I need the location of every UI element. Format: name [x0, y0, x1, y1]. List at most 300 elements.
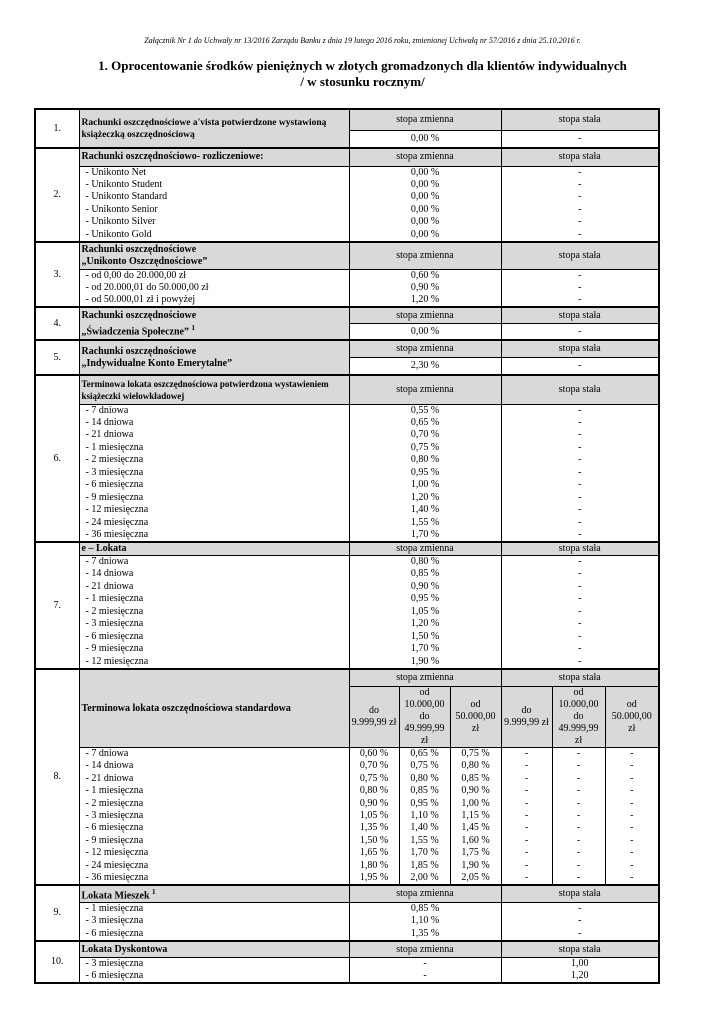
section-number: 8. — [35, 669, 79, 885]
rate-variable: 0,65 % — [349, 417, 501, 430]
rate-fixed: - — [501, 798, 552, 810]
rate-fixed: - — [578, 429, 582, 441]
rate-fixed: - — [578, 491, 582, 503]
rate-variable: 1,70 % — [349, 643, 501, 656]
section-number: 6. — [35, 375, 79, 542]
rate-fixed: - — [501, 822, 552, 834]
list-item: - 6 miesięczna — [79, 822, 349, 834]
rate-fixed: - — [501, 748, 552, 761]
table-row — [35, 375, 659, 404]
section-number: 10. — [35, 941, 79, 984]
table-row — [35, 872, 659, 885]
rate-variable: 0,90 % — [450, 785, 501, 797]
tier-fixed-header: od 10.000,00 do 49.999,99 zł — [552, 687, 605, 748]
table-row — [35, 847, 659, 859]
rate-variable: 0,00 % — [349, 204, 501, 217]
list-item: - 3 miesięczna — [79, 958, 349, 971]
rate-variable: 0,60 % — [349, 748, 399, 761]
list-item: - 12 miesięczna — [79, 656, 349, 669]
rate-variable: 1,90 % — [349, 656, 501, 669]
rate-variable: 0,90 % — [349, 282, 501, 294]
rate-fixed: - — [501, 785, 552, 797]
rate-fixed: - — [630, 797, 634, 809]
tier-fixed-header: do 9.999,99 zł — [501, 687, 552, 748]
list-item: - 7 dniowa — [79, 748, 349, 761]
stopa-zmienna-header: stopa zmienna — [349, 669, 501, 687]
table-row — [35, 669, 659, 687]
table-row — [35, 166, 659, 179]
list-item: - 1 miesięczna — [79, 903, 349, 916]
rate-fixed: - — [552, 760, 605, 772]
rate-fixed: - — [578, 529, 582, 541]
rate-variable: - — [349, 958, 501, 971]
rate-variable: 1,65 % — [349, 847, 399, 859]
table-row — [35, 479, 659, 492]
table-row — [35, 282, 659, 294]
section-title-line — [82, 358, 347, 370]
rate-fixed: - — [501, 773, 552, 785]
list-item: - 9 miesięczna — [79, 492, 349, 505]
rate-fixed: - — [578, 903, 582, 915]
rate-variable: - — [349, 970, 501, 983]
section-number: 5. — [35, 340, 79, 375]
list-item: - 2 miesięczna — [79, 798, 349, 810]
rate-fixed: - — [578, 516, 582, 528]
table-row — [35, 822, 659, 834]
list-item: - Unikonto Standard — [79, 191, 349, 204]
rate-fixed: - — [552, 773, 605, 785]
stopa-zmienna-header: stopa zmienna — [349, 242, 501, 270]
stopa-stala-header: stopa stała — [501, 941, 659, 958]
table-row — [35, 748, 659, 761]
rate-variable: 1,20 % — [349, 294, 501, 307]
rate-variable: 0,80 % — [349, 785, 399, 797]
table-row — [35, 229, 659, 242]
table-row — [35, 467, 659, 480]
rate-variable: 1,10 % — [399, 810, 450, 822]
rate-variable: 1,55 % — [399, 835, 450, 847]
rate-fixed: - — [578, 915, 582, 927]
table-row — [35, 928, 659, 941]
rate-variable: 1,50 % — [349, 631, 501, 644]
list-item: - 21 dniowa — [79, 429, 349, 442]
rate-variable: 1,70 % — [399, 847, 450, 859]
rate-variable: 1,95 % — [349, 872, 399, 885]
rate-fixed: - — [578, 404, 582, 416]
stopa-stala-header: stopa stała — [501, 885, 659, 903]
rate-fixed: - — [578, 228, 582, 240]
rate-variable: 1,50 % — [349, 835, 399, 847]
rate-fixed: - — [552, 748, 605, 761]
page-title — [40, 58, 685, 90]
rate-fixed: - — [578, 454, 582, 466]
rate-variable: 1,05 % — [349, 606, 501, 619]
rate-variable: 0,00 % — [349, 130, 501, 148]
section-title — [79, 542, 349, 556]
rate-fixed: - — [630, 834, 634, 846]
rate-variable: 1,55 % — [349, 517, 501, 530]
rate-fixed: - — [501, 847, 552, 859]
section-number: 3. — [35, 242, 79, 308]
rate-variable: 1,40 % — [399, 822, 450, 834]
stopa-stala-header: stopa stała — [501, 242, 659, 270]
section-number: 1. — [35, 109, 79, 148]
table-row — [35, 542, 659, 556]
table-row — [35, 216, 659, 229]
table-row — [35, 958, 659, 971]
rate-variable: 1,70 % — [349, 529, 501, 542]
rate-variable: 1,00 % — [349, 479, 501, 492]
table-row — [35, 581, 659, 594]
rate-fixed: 1,20 — [571, 970, 589, 982]
list-item: - 1 miesięczna — [79, 593, 349, 606]
rate-fixed: - — [578, 282, 582, 294]
rate-fixed: - — [578, 556, 582, 568]
rate-fixed: - — [630, 810, 634, 822]
section-number: 7. — [35, 542, 79, 669]
table-row — [35, 656, 659, 669]
rate-variable: 1,00 % — [450, 798, 501, 810]
list-item: - 1 miesięczna — [79, 785, 349, 797]
table-row — [35, 179, 659, 192]
rate-fixed: - — [501, 760, 552, 772]
rate-variable: 0,85 % — [399, 785, 450, 797]
rate-fixed: - — [578, 568, 582, 580]
stopa-zmienna-header: stopa zmienna — [349, 109, 501, 130]
section-title-text: Rachunki oszczędnościowo- rozliczeniowe: — [81, 151, 264, 163]
table-row — [35, 941, 659, 958]
tier-fixed-header: od 50.000,00 zł — [605, 687, 659, 748]
section-title — [79, 885, 349, 903]
title-line-1: 1. Oprocentowanie środków pieniężnych w złotych gromadzonych dla klientów indywidualnych — [98, 58, 627, 73]
table-row — [35, 773, 659, 785]
list-item: - Unikonto Student — [79, 179, 349, 192]
table-row — [35, 885, 659, 903]
rate-fixed: - — [578, 593, 582, 605]
rate-variable: 0,00 % — [349, 216, 501, 229]
list-item: - 7 dniowa — [79, 556, 349, 569]
list-item: - 24 miesięczna — [79, 517, 349, 530]
list-item: - 6 miesięczna — [79, 479, 349, 492]
rate-variable: 0,85 % — [349, 903, 501, 916]
rate-variable: 1,60 % — [450, 835, 501, 847]
rate-fixed: - — [578, 643, 582, 655]
rate-fixed: - — [630, 760, 634, 772]
rate-fixed: - — [578, 504, 582, 516]
list-item: - Unikonto Net — [79, 166, 349, 179]
list-item: - od 50.000,01 zł i powyżej — [79, 294, 349, 307]
section-title — [79, 340, 349, 375]
tier-variable-header: od 10.000,00 do 49.999,99 zł — [399, 687, 450, 748]
list-item: - 3 miesięczna — [79, 915, 349, 928]
footnote-marker: 1 — [152, 887, 156, 896]
section-title — [79, 242, 349, 270]
rate-fixed: - — [501, 860, 552, 872]
stopa-zmienna-header: stopa zmienna — [349, 340, 501, 357]
list-item: - 24 miesięczna — [79, 860, 349, 872]
list-item: - 6 miesięczna — [79, 928, 349, 941]
list-item: - 36 miesięczna — [79, 872, 349, 885]
rate-variable: 0,90 % — [349, 798, 399, 810]
section-title-line: Rachunki oszczędnościowe — [81, 309, 197, 321]
rate-fixed: - — [501, 835, 552, 847]
section-number: 9. — [35, 885, 79, 941]
table-row — [35, 204, 659, 217]
list-item: - 21 dniowa — [79, 581, 349, 594]
table-row — [35, 454, 659, 467]
rate-fixed: - — [578, 927, 582, 939]
list-item: - 9 miesięczna — [79, 643, 349, 656]
rate-variable: 1,15 % — [450, 810, 501, 822]
section-title — [79, 307, 349, 340]
table-row — [35, 606, 659, 619]
table-row — [35, 242, 659, 270]
stopa-zmienna-header: stopa zmienna — [349, 307, 501, 323]
header-note: Załącznik Nr 1 do Uchwały nr 13/2016 Zarządu Banku z dnia 19 lutego 2016 roku, zmienionej Uchwałą nr 57/2016 z dnia 25.10.2016 r. — [144, 36, 581, 45]
rate-fixed: - — [552, 835, 605, 847]
list-item: - 9 miesięczna — [79, 835, 349, 847]
rate-fixed: - — [578, 618, 582, 630]
table-row — [35, 631, 659, 644]
list-item: - 36 miesięczna — [79, 529, 349, 542]
rate-variable: 1,35 % — [349, 822, 399, 834]
section-title — [79, 941, 349, 958]
rate-fixed: - — [578, 441, 582, 453]
stopa-zmienna-header: stopa zmienna — [349, 375, 501, 404]
rate-fixed: - — [501, 872, 552, 885]
table-row — [35, 860, 659, 872]
rate-fixed: - — [552, 785, 605, 797]
list-item: - 2 miesięczna — [79, 606, 349, 619]
table-row — [35, 492, 659, 505]
section-title — [79, 148, 349, 166]
rate-variable: 1,75 % — [450, 847, 501, 859]
list-item: - 6 miesięczna — [79, 631, 349, 644]
rate-variable: 0,85 % — [349, 568, 501, 581]
rate-fixed: - — [578, 166, 582, 178]
table-row — [35, 417, 659, 430]
rate-variable: 2,30 % — [349, 357, 501, 375]
stopa-zmienna-header: stopa zmienna — [349, 941, 501, 958]
rate-variable: 0,00 % — [349, 191, 501, 204]
table-row — [35, 568, 659, 581]
table-row — [35, 504, 659, 517]
list-item: - Unikonto Senior — [79, 204, 349, 217]
list-item: - 1 miesięczna — [79, 442, 349, 455]
rate-fixed: - — [552, 860, 605, 872]
list-item: - 12 miesięczna — [79, 504, 349, 517]
rate-fixed: - — [552, 872, 605, 885]
table-row — [35, 270, 659, 283]
rate-variable: 1,85 % — [399, 860, 450, 872]
table-row — [35, 835, 659, 847]
section-title-line: „Unikonto Oszczędnościowe” — [81, 256, 208, 268]
rate-fixed: - — [552, 847, 605, 859]
rate-variable: 1,35 % — [349, 928, 501, 941]
rate-variable: 0,95 % — [399, 798, 450, 810]
list-item: - 6 miesięczna — [79, 970, 349, 983]
section-title — [79, 375, 349, 404]
section-number: 4. — [35, 307, 79, 340]
rate-fixed: - — [578, 416, 582, 428]
rate-fixed: - — [552, 810, 605, 822]
list-item: - 21 dniowa — [79, 773, 349, 785]
rate-fixed: - — [630, 748, 634, 760]
rate-fixed: - — [552, 798, 605, 810]
stopa-stala-header: stopa stała — [501, 542, 659, 556]
list-item: - 12 miesięczna — [79, 847, 349, 859]
section-title-text: Terminowa lokata oszczędnościowa potwierdzona wystawieniem książeczki wielowkładowej — [81, 379, 329, 402]
table-row — [35, 529, 659, 542]
interest-rate-table — [34, 108, 660, 984]
section-title-text: Lokata Dyskontowa — [81, 943, 168, 955]
rate-fixed: - — [578, 479, 582, 491]
stopa-stala-header: stopa stała — [501, 375, 659, 404]
rate-variable: 2,05 % — [450, 872, 501, 885]
list-item: - od 20.000,01 do 50.000,00 zł — [79, 282, 349, 294]
table-row — [35, 517, 659, 530]
rate-fixed: - — [578, 132, 582, 144]
rate-variable: 0,90 % — [349, 581, 501, 594]
rate-variable: 0,55 % — [349, 404, 501, 417]
rate-fixed: - — [501, 810, 552, 822]
rate-variable: 0,75 % — [349, 442, 501, 455]
section-title-text: „Świadczenia Społeczne” — [81, 326, 189, 338]
tier-variable-header: do 9.999,99 zł — [349, 687, 399, 748]
rate-variable: 0,75 % — [399, 760, 450, 772]
table-row — [35, 307, 659, 323]
rate-fixed: - — [578, 191, 582, 203]
rate-variable: 1,05 % — [349, 810, 399, 822]
rate-variable: 0,70 % — [349, 760, 399, 772]
stopa-stala-header: stopa stała — [501, 148, 659, 166]
rate-variable: 0,95 % — [349, 467, 501, 480]
stopa-zmienna-header: stopa zmienna — [349, 542, 501, 556]
list-item: - 7 dniowa — [79, 404, 349, 417]
rate-variable: 1,40 % — [349, 504, 501, 517]
title-line-2: / w stosunku rocznym/ — [300, 74, 425, 89]
rate-variable: 0,80 % — [399, 773, 450, 785]
table-row — [35, 404, 659, 417]
rate-fixed: - — [578, 605, 582, 617]
rate-fixed: - — [630, 785, 634, 797]
rate-fixed: - — [578, 580, 582, 592]
table-row — [35, 798, 659, 810]
rate-variable: 1,20 % — [349, 618, 501, 631]
rate-fixed: 1,00 — [571, 958, 589, 970]
rate-fixed: - — [578, 360, 582, 372]
table-row — [35, 643, 659, 656]
rate-variable: 0,80 % — [450, 760, 501, 772]
table-row — [35, 618, 659, 631]
section-title-text: Lokata Mieszek — [81, 890, 150, 902]
rate-fixed: - — [578, 325, 582, 337]
table-row — [35, 903, 659, 916]
section-title: Rachunki oszczędnościowe a'vista potwierdzone wystawioną książeczką oszczędnościową — [79, 109, 349, 148]
rate-variable: 0,00 % — [349, 229, 501, 242]
table-row — [35, 593, 659, 606]
section-title: Terminowa lokata oszczędnościowa standardowa — [79, 669, 349, 748]
list-item: - 2 miesięczna — [79, 454, 349, 467]
rate-fixed: - — [578, 178, 582, 190]
list-item: - 3 miesięczna — [79, 618, 349, 631]
section-number: 2. — [35, 148, 79, 242]
rate-fixed: - — [578, 294, 582, 306]
table-row — [35, 429, 659, 442]
rate-variable: 0,00 % — [349, 166, 501, 179]
rate-variable: 0,00 % — [349, 323, 501, 340]
section-title-text: e – Lokata — [81, 543, 127, 555]
table-row — [35, 785, 659, 797]
stopa-stala-header: stopa stała — [501, 669, 659, 687]
rate-fixed: - — [630, 772, 634, 784]
rate-fixed: - — [578, 466, 582, 478]
rate-fixed: - — [630, 859, 634, 871]
rate-variable: 0,85 % — [450, 773, 501, 785]
stopa-stala-header: stopa stała — [501, 109, 659, 130]
rate-fixed: - — [578, 203, 582, 215]
rate-variable: 1,80 % — [349, 860, 399, 872]
stopa-stala-header: stopa stała — [501, 340, 659, 357]
rate-variable: 0,70 % — [349, 429, 501, 442]
rate-fixed: - — [578, 655, 582, 667]
rate-fixed: - — [630, 871, 634, 883]
list-item: - 14 dniowa — [79, 760, 349, 772]
tier-variable-header: od 50.000,00 zł — [450, 687, 501, 748]
rate-variable: 0,75 % — [349, 773, 399, 785]
rate-fixed: - — [630, 822, 634, 834]
section-title-line — [82, 322, 347, 338]
footnote-marker: 1 — [191, 323, 195, 332]
list-item: - 3 miesięczna — [79, 467, 349, 480]
list-item: - 14 dniowa — [79, 568, 349, 581]
rate-variable: 2,00 % — [399, 872, 450, 885]
table-row — [35, 810, 659, 822]
rate-variable: 1,45 % — [450, 822, 501, 834]
stopa-zmienna-header: stopa zmienna — [349, 148, 501, 166]
table-row — [35, 442, 659, 455]
rate-variable: 0,65 % — [399, 748, 450, 761]
rate-variable: 1,10 % — [349, 915, 501, 928]
list-item: - Unikonto Silver — [79, 216, 349, 229]
table-row — [35, 556, 659, 569]
rate-fixed: - — [552, 822, 605, 834]
section-title-line: Rachunki oszczędnościowe — [81, 244, 197, 256]
list-item: - 3 miesięczna — [79, 810, 349, 822]
section-title-text: „Indywidualne Konto Emerytalne” — [81, 357, 233, 369]
rate-variable: 0,60 % — [349, 270, 501, 283]
table-row — [35, 294, 659, 307]
table-row — [35, 760, 659, 772]
table-row — [35, 109, 659, 130]
rate-variable: 0,80 % — [349, 556, 501, 569]
table-row — [35, 191, 659, 204]
rate-fixed: - — [578, 270, 582, 282]
rate-variable: 1,20 % — [349, 492, 501, 505]
section-title-line: Rachunki oszczędnościowe — [81, 345, 197, 357]
stopa-zmienna-header: stopa zmienna — [349, 885, 501, 903]
rate-fixed: - — [578, 216, 582, 228]
rate-variable: 0,75 % — [450, 748, 501, 761]
list-item: - Unikonto Gold — [79, 229, 349, 242]
table-row — [35, 915, 659, 928]
table-row — [35, 148, 659, 166]
stopa-stala-header: stopa stała — [501, 307, 659, 323]
rate-variable: 0,00 % — [349, 179, 501, 192]
rate-variable: 0,80 % — [349, 454, 501, 467]
rate-fixed: - — [578, 630, 582, 642]
table-row — [35, 340, 659, 357]
